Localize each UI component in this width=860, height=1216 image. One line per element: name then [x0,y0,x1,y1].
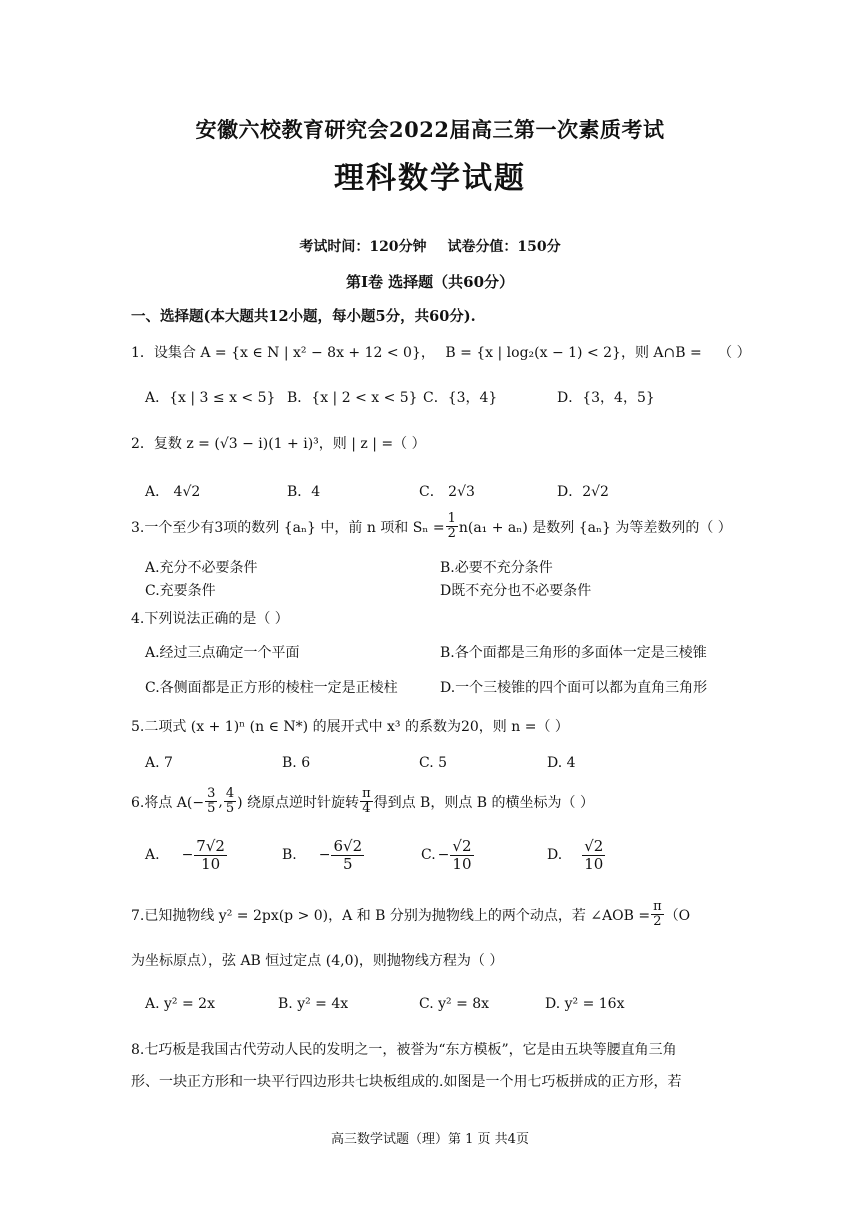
q2-option-c: C． 2√3 [419,484,475,500]
q6-option-d-frac [582,838,605,872]
q7-stem-post: （O [664,907,691,924]
q5-stem: 5.二项式 (x + 1)ⁿ (n ∈ N*) 的展开式中 x³ 的系数为20，则 n =（ ） [131,719,569,735]
q3-option-c: C.充要条件 [145,583,216,599]
q6-option-a [145,838,228,872]
q6-frac-1-den: 5 [207,801,216,817]
q1-bracket: （ ） [718,345,751,361]
q6-option-d-den: 10 [584,854,604,873]
q7-fraction [651,900,664,930]
q6-option-b-frac [331,838,364,872]
q2-option-b: B．4 [287,484,321,500]
q7-stem [131,900,690,930]
q6-option-b-num: 6√2 [333,837,363,855]
q3-frac-den: 2 [447,526,456,542]
q6-option-b [282,838,365,872]
q6-frac-1-num: 3 [207,786,216,801]
q6-frac-2-den: 5 [225,801,235,817]
q6-option-d-num: √2 [584,837,604,855]
q5-option-a: A. 7 [145,755,173,771]
exam-title: 安徽六校教育研究会2022届高三第一次素质考试 [195,117,665,142]
q6-frac-3-num: π [362,786,371,801]
q3-fraction [446,512,458,542]
q6-option-b-minus: − [318,847,331,863]
q4-option-b: B.各个面都是三角形的多面体一定是三棱锥 [440,645,707,661]
exam-time: 考试时间：120分钟 [299,239,427,255]
q7-option-c: C. y² = 8x [419,996,490,1012]
q6-option-c-den: 10 [452,854,472,873]
q6-stem-post: 得到点 B，则点 B 的横坐标为（ ） [373,794,594,811]
q7-frac-num: π [653,899,662,914]
q3-stem [131,512,732,542]
q8-line1: 8.七巧板是我国古代劳动人民的发明之一，被誉为“东方模板”，它是由五块等腰直角三角 [131,1042,677,1058]
q2-option-d: D．2√2 [557,484,609,500]
q7-option-d: D. y² = 16x [545,996,625,1012]
q6-option-c-label: C. [421,847,436,863]
q1-option-d: D．{3，4，5} [557,390,655,406]
q3-stem-pre: 3.一个至少有3项的数列 {aₙ} 中，前 n 项和 Sₙ = [131,519,445,536]
q6-option-a-num: 7√2 [196,837,225,855]
q1-option-a: A．{x | 3 ≤ x < 5} [145,390,276,406]
q6-option-c-frac [450,838,473,872]
q6-option-a-minus: − [181,847,194,863]
q6-frac-2 [224,787,236,817]
q6-option-c-minus: − [437,847,450,863]
q8-line2: 形、一块正方形和一块平行四边形共七块板组成的.如图是一个用七巧板拼成的正方形，若 [131,1074,682,1090]
q6-option-a-label: A. [145,847,160,863]
q5-option-b: B. 6 [282,755,311,771]
q6-option-d-label: D. [547,847,563,863]
q6-option-a-frac [194,838,227,872]
q6-option-b-den: 5 [343,854,353,873]
q3-option-d: D既不充分也不必要条件 [440,583,592,599]
q1-stem [131,342,751,362]
part-title: 第Ⅰ卷 选择题（共60分） [345,273,515,291]
q6-frac-3-den: 4 [362,801,371,817]
q6-comma: , [218,793,223,810]
q6-stem-mid: ) 绕原点逆时针旋转 [237,794,360,811]
q2-option-a: A． 4√2 [145,484,201,500]
page-footer: 高三数学试题（理）第 1 页 共4页 [331,1132,529,1147]
q1-option-c: C．{3，4} [423,390,498,406]
q7-frac-den: 2 [653,914,662,930]
q7-option-a: A. y² = 2x [145,996,215,1012]
q7-stem-pre: 7.已知抛物线 y² = 2px(p > 0)，A 和 B 分别为抛物线上的两个动点，若 ∠AOB = [131,907,651,924]
q6-stem [131,787,594,817]
q6-frac-2-num: 4 [225,786,235,801]
q5-option-c: C. 5 [419,755,448,771]
q7-option-b: B. y² = 4x [278,996,349,1012]
q1-option-b: B．{x | 2 < x < 5} [287,390,418,406]
exam-subject: 理科数学试题 [334,161,526,196]
q6-option-d [547,838,606,872]
section-title: 一、选择题(本大题共12小题，每小题5分，共60分). [131,308,476,325]
q6-option-b-label: B. [282,847,297,863]
q3-option-a: A.充分不必要条件 [145,560,258,576]
q6-option-c [421,838,475,872]
q2-stem: 2．复数 z = (√3 − i)(1 + i)³，则 | z | =（ ） [131,436,426,452]
q4-option-c: C.各侧面都是正方形的棱柱一定是正棱柱 [145,680,398,696]
q6-option-a-den: 10 [201,854,221,873]
q4-option-a: A.经过三点确定一个平面 [145,645,300,661]
q3-option-b: B.必要不充分条件 [440,560,553,576]
q3-frac-num: 1 [447,511,456,526]
q6-stem-pre: 6.将点 A(− [131,794,205,811]
q4-stem: 4.下列说法正确的是（ ） [131,611,289,627]
q1-stem-a: 1．设集合 A = {x ∈ N | x² − 8x + 12 < 0}， [131,345,435,361]
q6-option-c-num: √2 [452,837,472,855]
q1-stem-b: B = {x | log₂(x − 1) < 2}，则 A∩B = [445,345,702,361]
q4-option-d: D.一个三棱锥的四个面可以都为直角三角形 [440,680,708,696]
q7-stem-line2: 为坐标原点），弦 AB 恒过定点 (4,0)，则抛物线方程为（ ） [131,953,504,969]
q6-frac-3 [360,787,373,817]
q6-frac-1 [205,787,217,817]
q5-option-d: D. 4 [547,755,576,771]
q3-stem-post: n(a₁ + aₙ) 是数列 {aₙ} 为等差数列的（ ） [458,519,732,536]
exam-score: 试卷分值：150分 [447,239,561,255]
exam-meta [0,236,860,256]
